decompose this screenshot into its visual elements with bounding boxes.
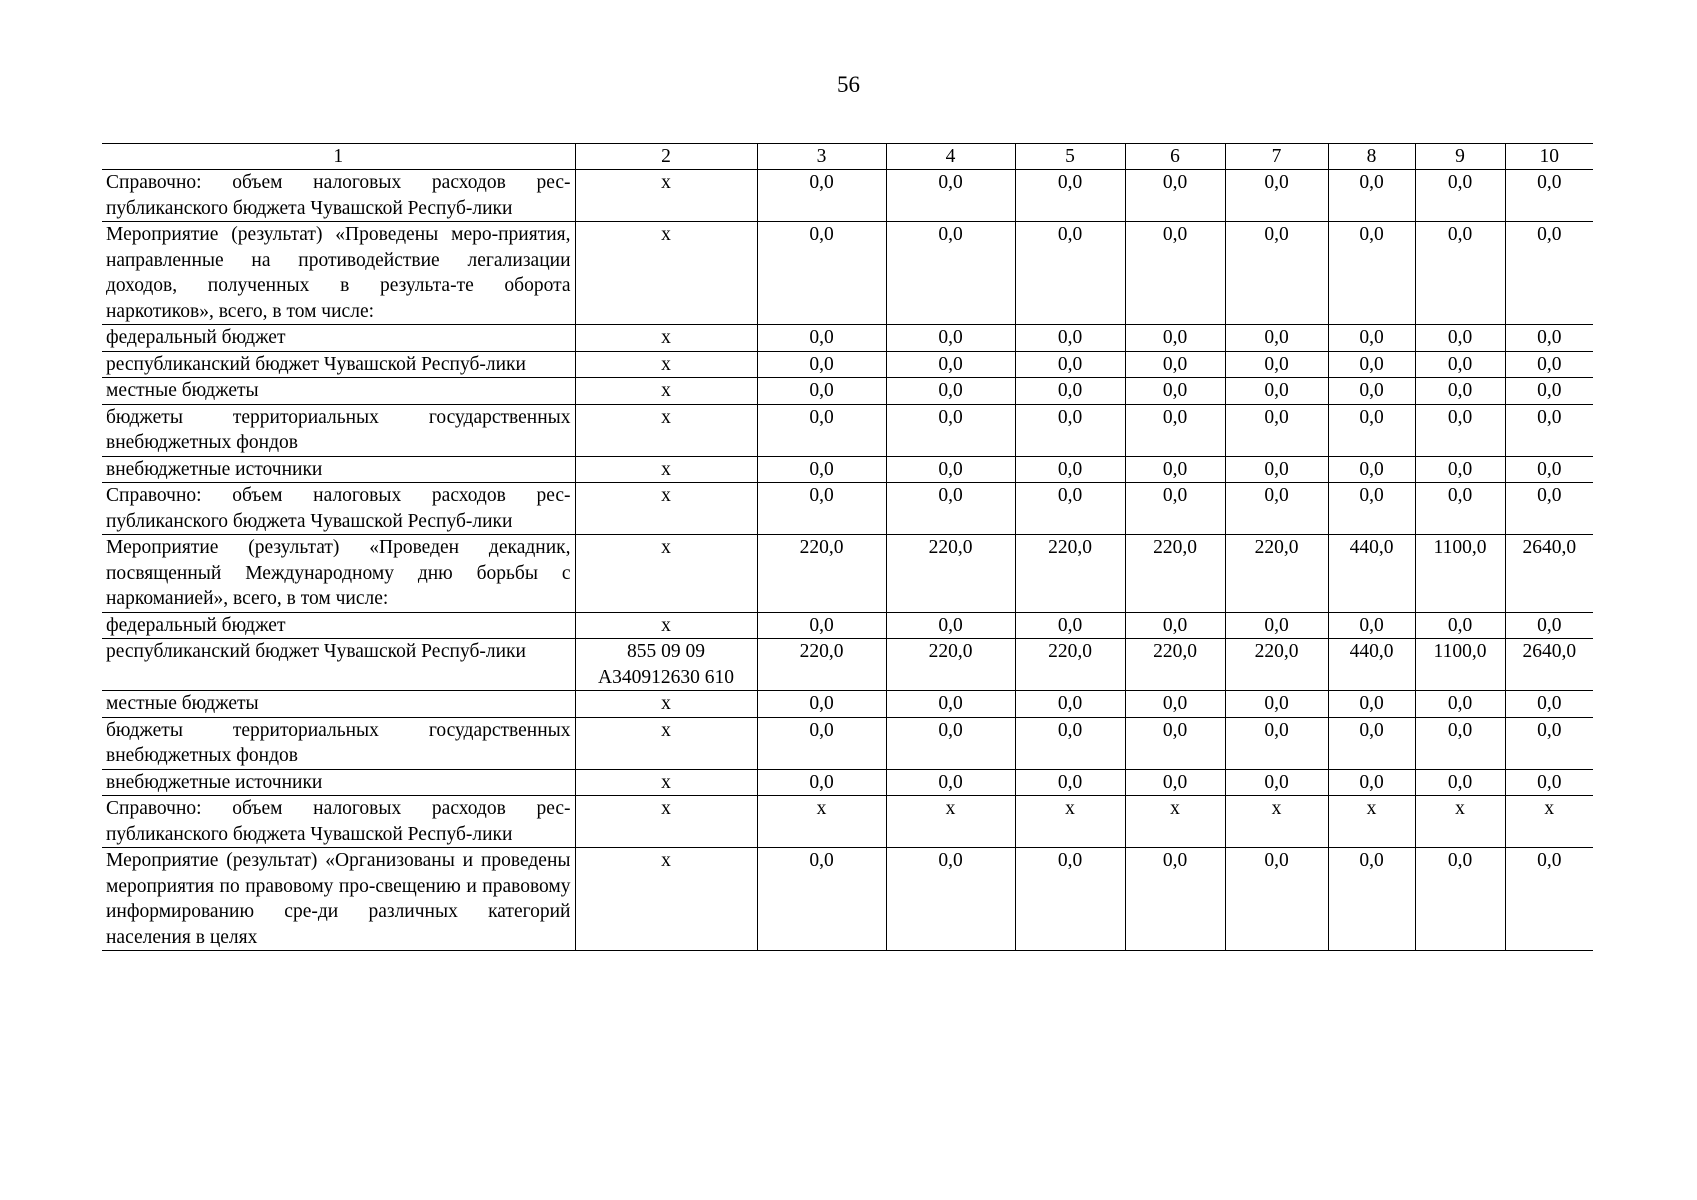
value-cell: 0,0 xyxy=(1328,769,1415,796)
value-cell: 0,0 xyxy=(1125,483,1225,535)
table-row xyxy=(102,222,1593,325)
value-cell: 0,0 xyxy=(1505,404,1593,456)
table-row xyxy=(102,483,1593,535)
value-cell: 0,0 xyxy=(1328,351,1415,378)
value-cell: 0,0 xyxy=(1328,848,1415,951)
value-cell: 0,0 xyxy=(1125,717,1225,769)
value-cell: 0,0 xyxy=(886,691,1015,718)
value-cell: 0,0 xyxy=(1015,483,1125,535)
value-cell: 220,0 xyxy=(886,535,1015,613)
value-cell: 0,0 xyxy=(1125,222,1225,325)
budget-classification-code: х xyxy=(575,483,757,535)
row-description: Справочно: объем налоговых расходов рес-публиканского бюджета Чувашской Респуб-лики xyxy=(102,170,575,222)
budget-classification-code: х xyxy=(575,378,757,405)
value-cell: 0,0 xyxy=(1505,351,1593,378)
budget-classification-code: х xyxy=(575,325,757,352)
value-cell: 0,0 xyxy=(1328,456,1415,483)
value-cell: 0,0 xyxy=(1415,456,1505,483)
value-cell: 0,0 xyxy=(1505,378,1593,405)
column-header: 4 xyxy=(886,144,1015,170)
value-cell: 0,0 xyxy=(1225,483,1328,535)
value-cell: 0,0 xyxy=(757,325,886,352)
column-header: 3 xyxy=(757,144,886,170)
value-cell: х xyxy=(886,796,1015,848)
value-cell: 0,0 xyxy=(1125,378,1225,405)
value-cell: х xyxy=(757,796,886,848)
value-cell: 0,0 xyxy=(757,170,886,222)
row-description: местные бюджеты xyxy=(102,378,575,405)
value-cell: 0,0 xyxy=(1125,769,1225,796)
value-cell: 0,0 xyxy=(1225,351,1328,378)
row-description: Мероприятие (результат) «Проведен декадник, посвященный Международному дню борьбы с наркоманией», всего, в том числе: xyxy=(102,535,575,613)
value-cell: 0,0 xyxy=(1015,170,1125,222)
budget-classification-code: х xyxy=(575,717,757,769)
value-cell: 0,0 xyxy=(1415,691,1505,718)
value-cell: 0,0 xyxy=(1015,456,1125,483)
value-cell: 0,0 xyxy=(1415,717,1505,769)
value-cell: 0,0 xyxy=(1415,848,1505,951)
value-cell: 0,0 xyxy=(1225,612,1328,639)
value-cell: 220,0 xyxy=(1015,639,1125,691)
value-cell: 220,0 xyxy=(886,639,1015,691)
budget-classification-code: х xyxy=(575,612,757,639)
value-cell: 0,0 xyxy=(1415,170,1505,222)
value-cell: 0,0 xyxy=(1125,456,1225,483)
value-cell: 440,0 xyxy=(1328,535,1415,613)
value-cell: 0,0 xyxy=(757,612,886,639)
column-header: 10 xyxy=(1505,144,1593,170)
value-cell: 0,0 xyxy=(1505,612,1593,639)
value-cell: 220,0 xyxy=(1015,535,1125,613)
row-description: республиканский бюджет Чувашской Респуб-лики xyxy=(102,639,575,691)
value-cell: 0,0 xyxy=(757,351,886,378)
row-description: бюджеты территориальных государственных внебюджетных фондов xyxy=(102,717,575,769)
table-body xyxy=(102,170,1593,951)
page-number: 56 xyxy=(837,72,860,97)
value-cell: 0,0 xyxy=(1505,483,1593,535)
table-row xyxy=(102,796,1593,848)
value-cell: 0,0 xyxy=(757,222,886,325)
table-row xyxy=(102,404,1593,456)
row-description: Справочно: объем налоговых расходов рес-публиканского бюджета Чувашской Респуб-лики xyxy=(102,483,575,535)
value-cell: 0,0 xyxy=(1015,404,1125,456)
budget-classification-code: х xyxy=(575,535,757,613)
table-row xyxy=(102,717,1593,769)
value-cell: 0,0 xyxy=(1225,717,1328,769)
value-cell: 0,0 xyxy=(1015,769,1125,796)
value-cell: х xyxy=(1225,796,1328,848)
value-cell: 0,0 xyxy=(886,170,1015,222)
value-cell: 0,0 xyxy=(886,456,1015,483)
value-cell: 0,0 xyxy=(1415,222,1505,325)
value-cell: 0,0 xyxy=(1225,325,1328,352)
value-cell: 220,0 xyxy=(1225,535,1328,613)
value-cell: х xyxy=(1328,796,1415,848)
value-cell: 0,0 xyxy=(1415,483,1505,535)
value-cell: 0,0 xyxy=(886,483,1015,535)
value-cell: 0,0 xyxy=(1225,170,1328,222)
value-cell: 0,0 xyxy=(886,612,1015,639)
column-header: 8 xyxy=(1328,144,1415,170)
value-cell: 0,0 xyxy=(757,404,886,456)
value-cell: 0,0 xyxy=(1225,222,1328,325)
value-cell: 0,0 xyxy=(1015,691,1125,718)
value-cell: 0,0 xyxy=(886,222,1015,325)
value-cell: 2640,0 xyxy=(1505,535,1593,613)
value-cell: 0,0 xyxy=(1415,378,1505,405)
value-cell: 220,0 xyxy=(757,535,886,613)
value-cell: 0,0 xyxy=(1225,456,1328,483)
column-header: 2 xyxy=(575,144,757,170)
value-cell: 220,0 xyxy=(1125,535,1225,613)
column-header: 9 xyxy=(1415,144,1505,170)
row-description: Мероприятие (результат) «Проведены меро-приятия, направленные на противодействие легализации доходов, полученных в результа-те оборота наркотиков», всего, в том числе: xyxy=(102,222,575,325)
value-cell: 0,0 xyxy=(886,351,1015,378)
value-cell: 0,0 xyxy=(1125,848,1225,951)
value-cell: 0,0 xyxy=(1125,170,1225,222)
row-description: местные бюджеты xyxy=(102,691,575,718)
budget-classification-code: х xyxy=(575,222,757,325)
budget-classification-code: х xyxy=(575,170,757,222)
budget-classification-code: х xyxy=(575,404,757,456)
column-header: 5 xyxy=(1015,144,1125,170)
row-description: федеральный бюджет xyxy=(102,612,575,639)
value-cell: 0,0 xyxy=(1015,378,1125,405)
value-cell: 0,0 xyxy=(1415,351,1505,378)
value-cell: 0,0 xyxy=(1415,325,1505,352)
value-cell: 0,0 xyxy=(886,404,1015,456)
row-description: Мероприятие (результат) «Организованы и проведены мероприятия по правовому про-свещению и правовому информированию сре-ди различных категорий населения в целях xyxy=(102,848,575,951)
value-cell: 0,0 xyxy=(1328,483,1415,535)
row-description: республиканский бюджет Чувашской Респуб-лики xyxy=(102,351,575,378)
value-cell: 1100,0 xyxy=(1415,639,1505,691)
value-cell: 0,0 xyxy=(886,717,1015,769)
budget-classification-code: х xyxy=(575,769,757,796)
value-cell: х xyxy=(1415,796,1505,848)
value-cell: 0,0 xyxy=(1328,222,1415,325)
value-cell: 0,0 xyxy=(1415,769,1505,796)
value-cell: 0,0 xyxy=(1125,325,1225,352)
value-cell: 0,0 xyxy=(1415,612,1505,639)
value-cell: 0,0 xyxy=(1328,325,1415,352)
value-cell: 0,0 xyxy=(1125,612,1225,639)
table-row xyxy=(102,535,1593,613)
value-cell: х xyxy=(1505,796,1593,848)
value-cell: х xyxy=(1125,796,1225,848)
value-cell: 220,0 xyxy=(757,639,886,691)
budget-classification-code: х xyxy=(575,796,757,848)
budget-classification-code: х xyxy=(575,691,757,718)
value-cell: 0,0 xyxy=(1415,404,1505,456)
value-cell: 220,0 xyxy=(1125,639,1225,691)
table-row xyxy=(102,769,1593,796)
value-cell: 0,0 xyxy=(757,483,886,535)
budget-classification-code: 855 09 09 А340912630 610 xyxy=(575,639,757,691)
value-cell: 0,0 xyxy=(1505,717,1593,769)
value-cell: 0,0 xyxy=(1505,769,1593,796)
value-cell: 1100,0 xyxy=(1415,535,1505,613)
table-row xyxy=(102,378,1593,405)
value-cell: 440,0 xyxy=(1328,639,1415,691)
value-cell: 0,0 xyxy=(1125,404,1225,456)
table-row xyxy=(102,351,1593,378)
value-cell: 0,0 xyxy=(1505,325,1593,352)
value-cell: 0,0 xyxy=(757,378,886,405)
budget-classification-code: х xyxy=(575,456,757,483)
row-description: Справочно: объем налоговых расходов рес-публиканского бюджета Чувашской Респуб-лики xyxy=(102,796,575,848)
value-cell: 0,0 xyxy=(1125,351,1225,378)
table-row xyxy=(102,639,1593,691)
value-cell: 0,0 xyxy=(757,456,886,483)
value-cell: 0,0 xyxy=(886,378,1015,405)
value-cell: 2640,0 xyxy=(1505,639,1593,691)
value-cell: 0,0 xyxy=(757,717,886,769)
value-cell: 0,0 xyxy=(757,848,886,951)
budget-classification-code: х xyxy=(575,351,757,378)
value-cell: 0,0 xyxy=(1015,717,1125,769)
budget-table xyxy=(102,143,1593,951)
budget-classification-code: х xyxy=(575,848,757,951)
value-cell: 0,0 xyxy=(1015,351,1125,378)
value-cell: 0,0 xyxy=(1015,222,1125,325)
value-cell: 0,0 xyxy=(886,848,1015,951)
table-row xyxy=(102,848,1593,951)
value-cell: 0,0 xyxy=(1505,456,1593,483)
column-header: 1 xyxy=(102,144,575,170)
row-description: внебюджетные источники xyxy=(102,456,575,483)
table-row xyxy=(102,325,1593,352)
value-cell: 0,0 xyxy=(1015,325,1125,352)
value-cell: 0,0 xyxy=(886,769,1015,796)
value-cell: 0,0 xyxy=(1328,404,1415,456)
value-cell: 0,0 xyxy=(1015,612,1125,639)
column-header: 6 xyxy=(1125,144,1225,170)
value-cell: 0,0 xyxy=(1505,848,1593,951)
value-cell: 0,0 xyxy=(1015,848,1125,951)
value-cell: 0,0 xyxy=(1328,717,1415,769)
value-cell: 0,0 xyxy=(886,325,1015,352)
value-cell: 0,0 xyxy=(1505,170,1593,222)
value-cell: 0,0 xyxy=(1225,691,1328,718)
table-row xyxy=(102,170,1593,222)
table-row xyxy=(102,691,1593,718)
value-cell: 0,0 xyxy=(1328,170,1415,222)
header-row xyxy=(102,144,1593,170)
column-header: 7 xyxy=(1225,144,1328,170)
value-cell: 0,0 xyxy=(1225,404,1328,456)
row-description: бюджеты территориальных государственных внебюджетных фондов xyxy=(102,404,575,456)
value-cell: 0,0 xyxy=(757,769,886,796)
value-cell: 0,0 xyxy=(1328,691,1415,718)
value-cell: 220,0 xyxy=(1225,639,1328,691)
value-cell: 0,0 xyxy=(1328,612,1415,639)
value-cell: 0,0 xyxy=(1125,691,1225,718)
value-cell: 0,0 xyxy=(1505,222,1593,325)
value-cell: 0,0 xyxy=(757,691,886,718)
value-cell: х xyxy=(1015,796,1125,848)
value-cell: 0,0 xyxy=(1225,378,1328,405)
value-cell: 0,0 xyxy=(1225,769,1328,796)
row-description: внебюджетные источники xyxy=(102,769,575,796)
table-row xyxy=(102,456,1593,483)
value-cell: 0,0 xyxy=(1225,848,1328,951)
row-description: федеральный бюджет xyxy=(102,325,575,352)
value-cell: 0,0 xyxy=(1328,378,1415,405)
value-cell: 0,0 xyxy=(1505,691,1593,718)
table-row xyxy=(102,612,1593,639)
